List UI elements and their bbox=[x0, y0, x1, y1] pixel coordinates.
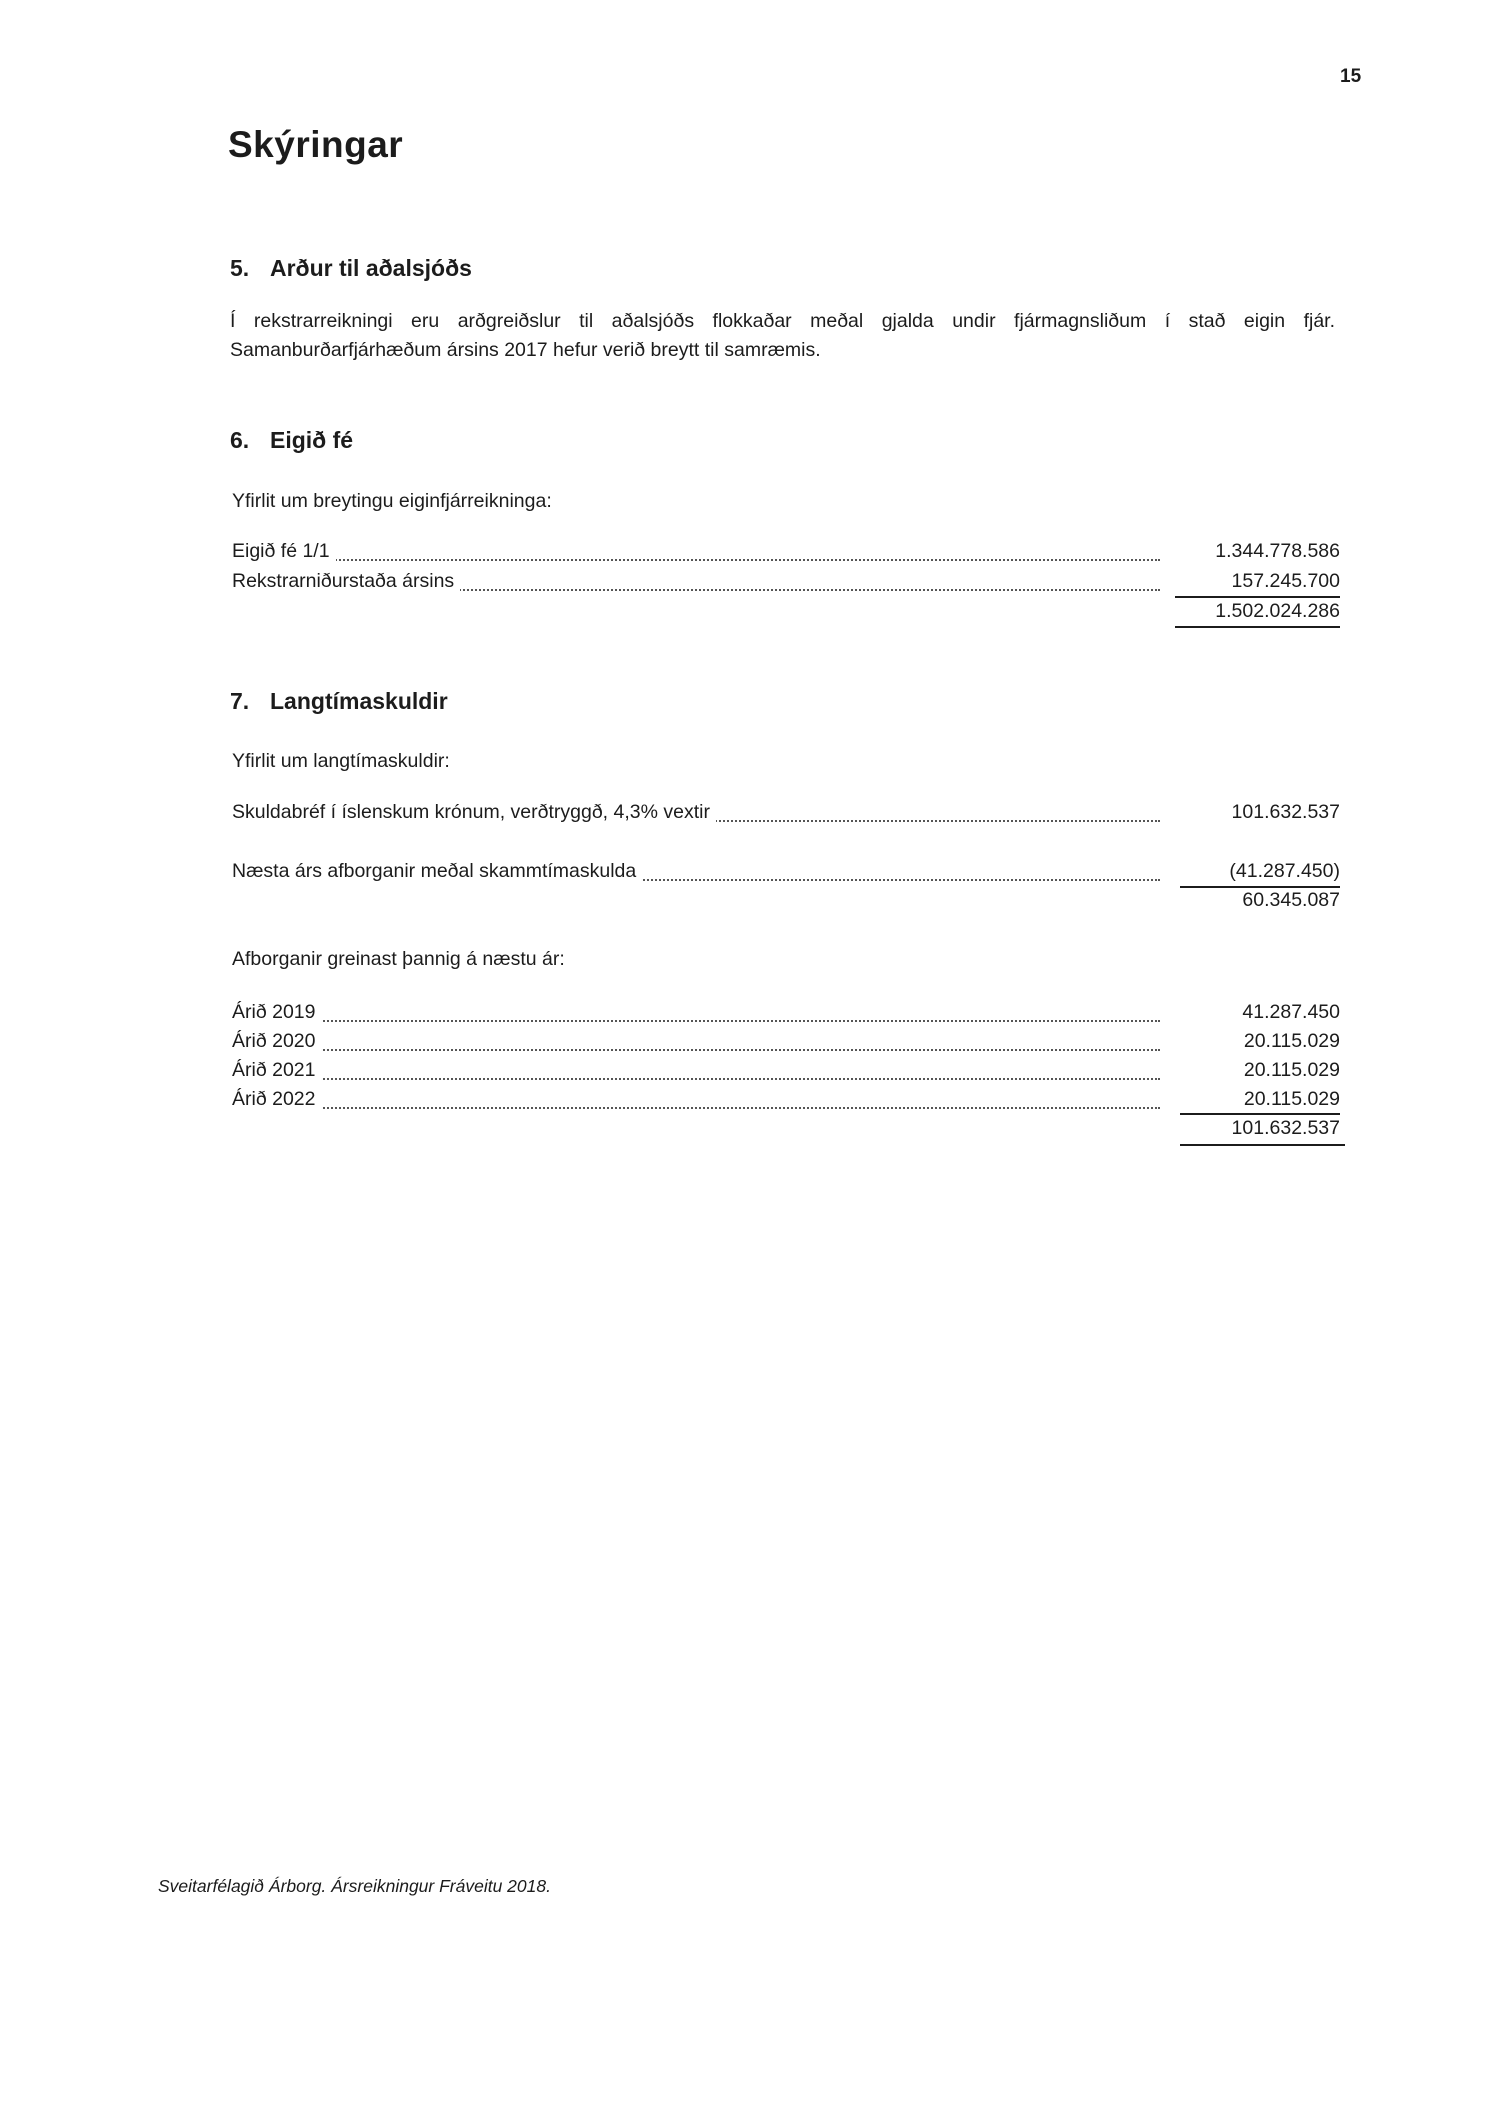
subtotal-rule bbox=[1180, 1113, 1340, 1115]
total-rule bbox=[1180, 1144, 1345, 1146]
schedule-intro: Afborganir greinast þannig á næstu ár: bbox=[232, 948, 565, 970]
net-debt-value: 60.345.087 bbox=[1242, 889, 1340, 911]
note-7-intro: Yfirlit um langtímaskuldir: bbox=[232, 750, 450, 772]
subtotal-rule bbox=[1180, 886, 1340, 888]
schedule-row-label: Árið 2022 bbox=[232, 1088, 321, 1110]
total-rule bbox=[1175, 626, 1340, 628]
schedule-row-label: Árið 2019 bbox=[232, 1001, 321, 1023]
note-7-number: 7. bbox=[230, 688, 250, 714]
schedule-row bbox=[232, 1059, 1340, 1085]
current-portion-value: (41.287.450) bbox=[1229, 860, 1340, 882]
schedule-row bbox=[232, 1001, 1340, 1027]
schedule-row bbox=[232, 1030, 1340, 1056]
note-7-heading bbox=[230, 688, 448, 715]
note-6-intro: Yfirlit um breytingu eiginfjárreikninga: bbox=[232, 490, 552, 512]
note-6-title: Eigið fé bbox=[270, 427, 354, 453]
schedule-row-label: Árið 2021 bbox=[232, 1059, 321, 1081]
schedule-row-value: 41.287.450 bbox=[1242, 1001, 1340, 1023]
schedule-row-label: Árið 2020 bbox=[232, 1030, 321, 1052]
note-5-heading bbox=[230, 255, 472, 282]
subtotal-rule bbox=[1175, 596, 1340, 598]
schedule-row bbox=[232, 1088, 1340, 1114]
bond-row-label: Skuldabréf í íslenskum krónum, verðtryggð, 4,3% vextir bbox=[232, 801, 716, 823]
note-6-heading bbox=[230, 427, 353, 454]
note-5-number: 5. bbox=[230, 255, 250, 281]
bond-row bbox=[232, 801, 1340, 827]
equity-row-value: 1.344.778.586 bbox=[1215, 540, 1340, 562]
current-portion-label: Næsta árs afborganir meðal skammtímaskulda bbox=[232, 860, 642, 882]
equity-row-label: Eigið fé 1/1 bbox=[232, 540, 336, 562]
note-5-paragraph: Í rekstrarreikningi eru arðgreiðslur til aðalsjóðs flokkaðar meðal gjalda undir fjármagnsliðum í stað eigin fjár. Samanburðarfjárhæðum ársins 2017 hefur verið breytt til samræmis. bbox=[230, 310, 1335, 361]
note-5-title: Arður til aðalsjóðs bbox=[270, 255, 472, 281]
equity-row bbox=[232, 570, 1340, 596]
note-7-title: Langtímaskuldir bbox=[270, 688, 448, 714]
page-title: Skýringar bbox=[228, 124, 404, 165]
schedule-total-row bbox=[232, 1117, 1340, 1143]
schedule-row-value: 20.115.029 bbox=[1243, 1088, 1340, 1110]
bond-row-value: 101.632.537 bbox=[1231, 801, 1340, 823]
net-debt-row bbox=[232, 889, 1340, 915]
equity-row bbox=[232, 540, 1340, 566]
schedule-row-value: 20.115.029 bbox=[1243, 1030, 1340, 1052]
page-footer: Sveitarfélagið Árborg. Ársreikningur Fráveitu 2018. bbox=[158, 1876, 551, 1896]
equity-total-value: 1.502.024.286 bbox=[1215, 600, 1340, 622]
page-number: 15 bbox=[1340, 66, 1362, 87]
equity-total-row bbox=[232, 600, 1340, 626]
equity-row-value: 157.245.700 bbox=[1231, 570, 1340, 592]
schedule-row-value: 20.115.029 bbox=[1243, 1059, 1340, 1081]
current-portion-row bbox=[232, 860, 1340, 886]
schedule-total-value: 101.632.537 bbox=[1231, 1117, 1340, 1139]
equity-row-label: Rekstrarniðurstaða ársins bbox=[232, 570, 460, 592]
note-6-number: 6. bbox=[230, 427, 250, 453]
